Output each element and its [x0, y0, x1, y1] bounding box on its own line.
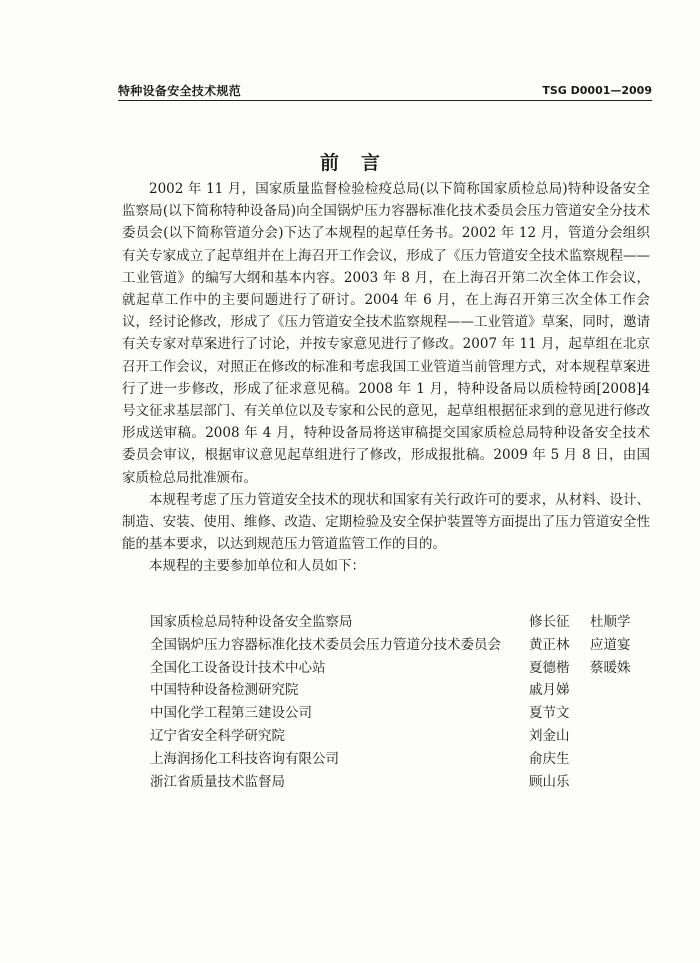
participants-intro: 本规程的主要参加单位和人员如下： [149, 558, 365, 575]
participant-person: 蔡暖姝 [590, 659, 631, 676]
paragraph-history: 2002 年 11 月，国家质量监督检验检疫总局(以下简称国家质检总局)特种设备安全监察局(以下简称特种设备局)向全国锅炉压力容器标准化技术委员会压力管道安全分技术委员会(以下简称管道分会)下达了本规程的起草任务书。2002 年 12 月，管道分会组织有关专家成立了起草组并在上海召开工作会议，形成了《压力管道安全技术监察规程——工业管道》的编写大纲和基本内容。2003 年 8 月，在上海召开第二次全体工作会议，就起草工作中的主要问题进行了研讨。2004 年 6 月，在上海召开第三次全体工作会议，经讨论修改，形成了《压力管道安全技术监察规程——工业管道》草案，同时，邀请有关专家对草案进行了讨论，并按专家意见进行了修改。2007 年 11 月，起草组在北京召开工作会议，对照正在修改的标准和考虑我国工业管道当前管理方式，对本规程草案进行了进一步修改，形成了征求意见稿。2008 年 1 月，特种设备局以质检特函[2008]4 号文征求基层部门、有关单位以及专家和公民的意见，起草组根据征求到的意见进行修改形成送审稿。2008 年 4 月，特种设备局将送审稿提交国家质检总局特种设备安全技术委员会审议，根据审议意见起草组进行了修改，形成报批稿。2009 年 5 月 8 日，由国家质检总局批准颁布。 [122, 181, 650, 486]
participant-row [150, 656, 670, 679]
participant-person: 戚月娣 [529, 682, 570, 699]
running-header [118, 76, 652, 98]
participant-person: 杜顺学 [590, 614, 631, 630]
participant-person: 刘金山 [529, 727, 570, 744]
paragraph-scope: 本规程考虑了压力管道安全技术的现状和国家有关行政许可的要求，从材料、设计、制造、安装、使用、维修、改造、定期检验及安全保护装置等方面提出了压力管道安全性能的基本要求，以达到规范压力管道监管工作的目的。 [122, 491, 650, 553]
participant-org: 国家质检总局特种设备安全监察局 [150, 614, 353, 630]
participant-row [150, 633, 670, 656]
participant-person: 俞庆生 [529, 750, 570, 767]
participant-row [150, 678, 670, 701]
participant-org: 上海润扬化工科技咨询有限公司 [150, 750, 339, 767]
participant-org: 中国化学工程第三建设公司 [150, 705, 312, 722]
participant-row [150, 770, 670, 793]
participant-person: 修长征 [529, 614, 570, 630]
header-series-title: 特种设备安全技术规范 [118, 84, 242, 98]
participant-org: 浙江省质量技术监督局 [150, 773, 285, 790]
participant-person: 夏德楷 [529, 659, 570, 676]
participant-person: 应道宴 [590, 636, 631, 653]
participant-org: 辽宁省安全科学研究院 [150, 727, 285, 744]
participant-person: 夏节文 [529, 705, 570, 722]
participant-org: 全国化工设备设计技术中心站 [150, 659, 326, 676]
header-standard-code: TSG D0001—2009 [542, 84, 652, 97]
header-rule [118, 100, 652, 101]
participant-org: 全国锅炉压力容器标准化技术委员会压力管道分技术委员会 [150, 636, 501, 653]
participant-org: 中国特种设备检测研究院 [150, 682, 299, 699]
participants-list [150, 610, 670, 792]
page-title: 前言 [319, 152, 402, 174]
body-text [122, 178, 650, 578]
participant-row [150, 701, 670, 724]
participant-row [150, 610, 670, 633]
participant-row [150, 724, 670, 747]
participant-row [150, 747, 670, 770]
participant-person: 黄正林 [529, 636, 570, 653]
participant-person: 顾山乐 [529, 773, 570, 790]
